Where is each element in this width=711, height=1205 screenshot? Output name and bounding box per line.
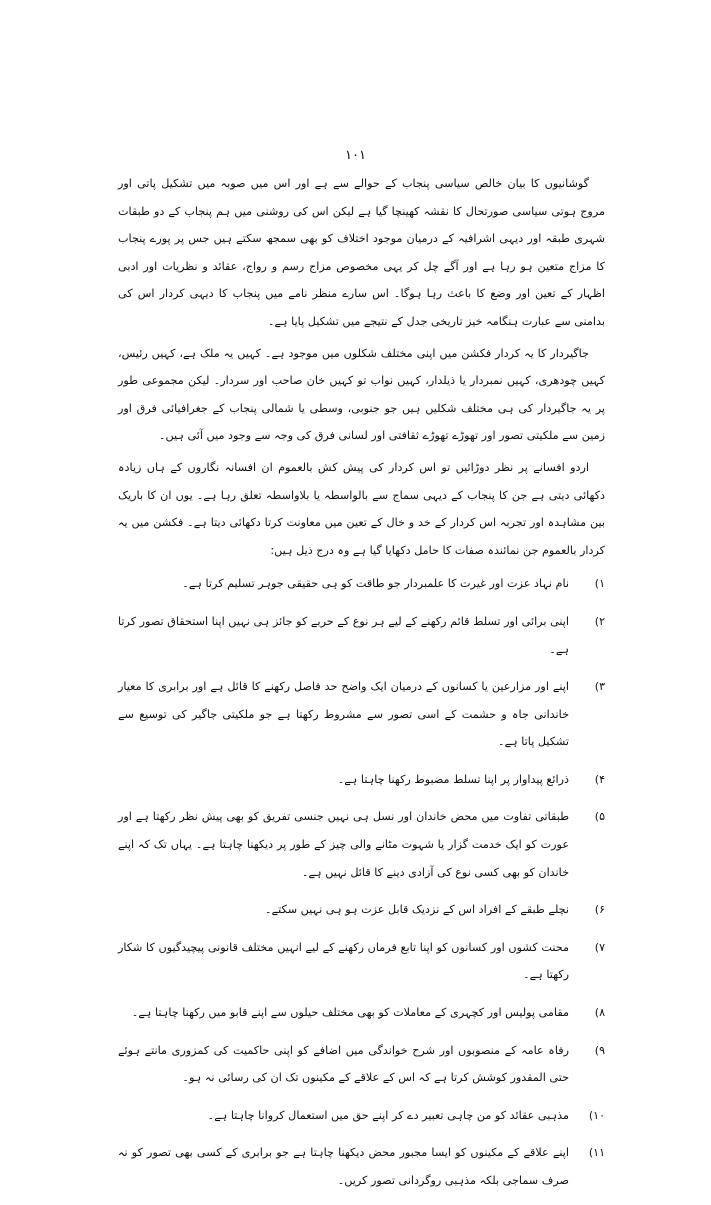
list-item — [118, 999, 605, 1027]
list-item — [118, 766, 605, 794]
list-item — [118, 1139, 605, 1194]
list-item-number: ۹) — [594, 1043, 605, 1057]
list-item-number: ۱۰) — [588, 1108, 605, 1122]
list-item-text: نچلے طبقے کے افراد اس کے نزدیک قابل عزت ہو ہی نہیں سکتے۔ — [265, 903, 569, 917]
list-item-text: محنت کشوں اور کسانوں کو اپنا تابع فرماں رکھنے کے لیے انہیں مختلف قانونی پیچیدگیوں کا شکار رکھتا ہے۔ — [118, 940, 569, 982]
list-item-text: رفاہ عامہ کے منصوبوں اور شرح خواندگی میں اضافے کو اپنی حاکمیت کی کمزوری مانتے ہوئے حتی المقدور کوشش کرتا ہے کہ اس کے علاقے کے مکینوں تک ان کی رسائی نہ ہو۔ — [118, 1043, 569, 1085]
list-item-number: ۷) — [594, 940, 605, 954]
list-item-number: ۱) — [594, 577, 605, 591]
list-item-number: ۲) — [594, 614, 605, 628]
list-item — [118, 608, 605, 663]
list-item-text: ذرائع پیداوار پر اپنا تسلط مضبوط رکھنا چاہتا ہے۔ — [337, 772, 569, 786]
list-item — [118, 934, 605, 989]
list-item — [118, 570, 605, 598]
list-item-text: اپنی برائی اور تسلط قائم رکھنے کے لیے ہر نوع کے حربے کو جائز ہی نہیں اپنا استحقاق تصور کرتا ہے۔ — [118, 614, 569, 656]
list-item-text: مقامی پولیس اور کچہری کے معاملات کو بھی مختلف حیلوں سے اپنے قابو میں رکھنا چاہتا ہے۔ — [131, 1006, 569, 1020]
list-item — [118, 896, 605, 924]
traits-list — [118, 570, 605, 1194]
list-item-text: طبقاتی تفاوت میں محض خاندان اور نسل ہی نہیں جنسی تفریق کو بھی پیش نظر رکھتا ہے اور عورت کو ایک خدمت گزار یا شہوت مٹانے والی چیز کے طور پر دیکھنا چاہتا ہے۔ یہاں تک کہ اپنے خاندان کو بھی کسی نوع کی آزادی دینے کا قائل نہیں ہے۔ — [118, 810, 569, 879]
paragraph-3: اردو افسانے پر نظر دوڑائیں تو اس کردار کی پیش کش بالعموم ان افسانہ نگاروں کے ہاں زیادہ دکھائی دیتی ہے جن کا پنجاب کے دیہی سماج سے بالواسطہ یا بلاواسطہ تعلق رہا ہے۔ یوں ان کا باریک بین مشاہدہ اور تجربہ اس کردار کے خد و خال کے تعین میں معاونت کرتا دکھائی دیتا ہے۔ فکشن میں یہ کردار بالعموم جن نمائندہ صفات کا حامل دکھایا گیا ہے وہ درج ذیل ہیں: — [118, 460, 605, 557]
list-item — [118, 673, 605, 756]
list-item — [118, 1037, 605, 1092]
list-item-number: ۳) — [594, 680, 605, 694]
list-item-text: نام نہاد عزت اور غیرت کا علمبردار جو طاقت کو ہی حقیقی جوہر تسلیم کرتا ہے۔ — [182, 577, 569, 591]
list-item-text: مذہبی عقائد کو من چاہی تعبیر دے کر اپنے حق میں استعمال کروانا چاہتا ہے۔ — [207, 1108, 569, 1122]
list-item — [118, 803, 605, 886]
page-number: ۱۰۱ — [345, 148, 366, 163]
list-item-number: ۸) — [594, 1006, 605, 1020]
list-item-number: ۱۱) — [588, 1146, 605, 1160]
list-item-text: اپنے اور مزارعین یا کسانوں کے درمیان ایک واضح حد فاصل رکھنے کا قائل ہے اور برابری کا معیار خاندانی جاہ و حشمت کے اسی تصور سے مشروط رکھتا ہے جو ملکیتی جاگیر کی توسیع سے تشکیل پاتا ہے۔ — [118, 680, 569, 749]
paragraph-2: جاگیردار کا یہ کردار فکشن میں اپنی مختلف شکلوں میں موجود ہے۔ کہیں یہ ملک ہے، کہیں رئیس، کہیں چودھری، کہیں نمبردار یا ذیلدار، کہیں نواب تو کہیں خان صاحب اور سردار۔ لیکن مجموعی طور پر یہ جاگیردار کی ہی مختلف شکلیں ہیں جو جنوبی، وسطی یا شمالی پنجاب کے جغرافیائی فرق اور زمین سے ملکیتی تصور اور تھوڑے تھوڑے ثقافتی اور لسانی فرق کی وجہ سے وجود میں آئی ہیں۔ — [118, 346, 605, 443]
page-body — [118, 170, 605, 1205]
list-item-number: ۵) — [594, 810, 605, 824]
list-item-number: ۶) — [594, 903, 605, 917]
list-item-number: ۴) — [594, 772, 605, 786]
paragraph-1: گوشانیوں کا بیان خالص سیاسی پنجاب کے حوالے سے ہے اور اس میں صوبہ میں تشکیل پاتی اور مروج ہوتی سیاسی صورتحال کا نقشہ کھینچا گیا ہے لیکن اس کی روشنی میں ہم پنجاب کے دو طبقات شہری طبقہ اور دیہی اشرافیہ کے درمیان موجود اختلاف کو بھی سمجھ سکتے ہیں جس پر پورے پنجاب کا مزاج متعین ہو رہا ہے اور آگے چل کر یہی مخصوص مزاج رسم و رواج، عقائد و نظریات اور ادبی اظہار کے تعین اور وضع کا باعث رہا ہوگا۔ اس سارے منظر نامے میں پنجاب کا دیہی کردار اس کی بدامنی سے عبارت ہنگامہ خیز تاریخی جدل کے نتیجے میں تشکیل پایا ہے۔ — [118, 177, 605, 328]
list-item — [118, 1102, 605, 1130]
list-item-text: اپنے علاقے کے مکینوں کو ایسا مجبور محض دیکھنا چاہتا ہے جو برابری کے کسی بھی تصور کو نہ صرف سماجی بلکہ مذہبی روگردانی تصور کریں۔ — [118, 1146, 569, 1187]
